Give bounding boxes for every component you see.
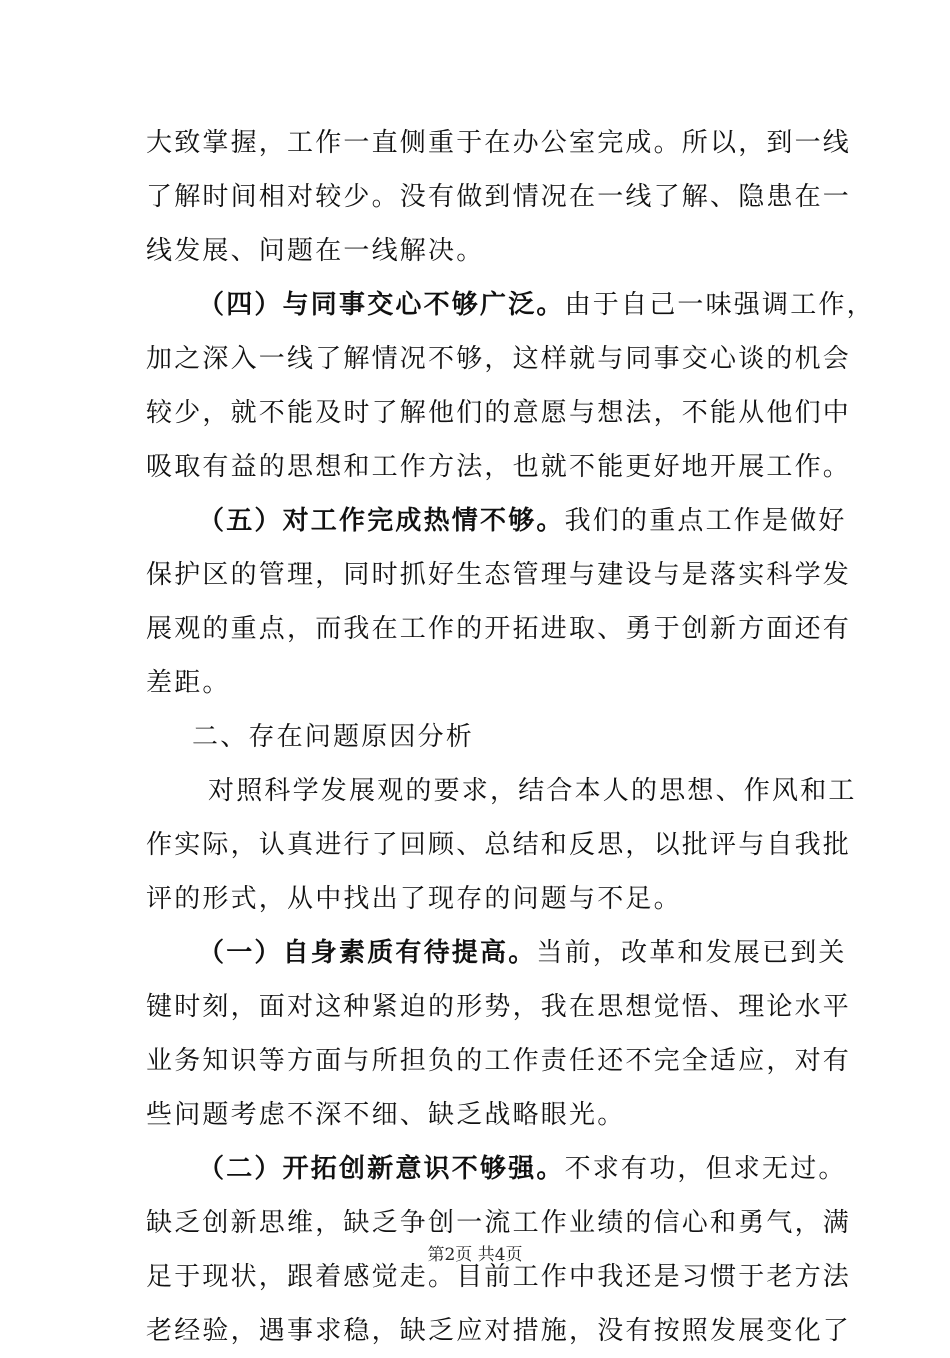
paragraph-one-line	[146, 926, 847, 980]
paragraph-four-line	[146, 278, 875, 332]
paragraph-five-line	[146, 494, 847, 548]
paragraph-two-title: （二）开拓创新意识不够强。	[198, 1154, 565, 1184]
text-line: 了解时间相对较少。没有做到情况在一线了解、隐患在一	[146, 182, 852, 212]
text-line: 老经验，遇事求稳，缺乏应对措施，没有按照发展变化了	[146, 1316, 852, 1346]
text-line: 线发展、问题在一线解决。	[146, 236, 485, 266]
text-line: 评的形式，从中找出了现存的问题与不足。	[146, 884, 682, 914]
paragraph-one-title: （一）自身素质有待提高。	[198, 938, 537, 968]
body-text	[146, 116, 875, 1358]
text-line: 对照科学发展观的要求，结合本人的思想、作风和工	[208, 776, 857, 806]
section-heading-text: 二、存在问题原因分析	[192, 722, 475, 752]
text-line: 些问题考虑不深不细、缺乏战略眼光。	[146, 1100, 626, 1130]
paragraph-four-text: 由于自己一味强调工作，	[564, 290, 875, 320]
section-heading	[146, 710, 816, 764]
paragraph-two-text: 不求有功，但求无过。	[564, 1154, 847, 1184]
paragraph-four-title: （四）与同事交心不够广泛。	[198, 290, 565, 320]
paragraph-one-text: 当前，改革和发展已到关	[536, 938, 847, 968]
text-line: 足于现状，跟着感觉走。目前工作中我还是习惯于老方法	[146, 1262, 852, 1292]
text-line: 作实际，认真进行了回顾、总结和反思，以批评与自我批	[146, 830, 852, 860]
text-line: 较少，就不能及时了解他们的意愿与想法，不能从他们中	[146, 398, 852, 428]
paragraph-five-text: 我们的重点工作是做好	[564, 506, 847, 536]
text-line: 键时刻，面对这种紧迫的形势，我在思想觉悟、理论水平	[146, 992, 852, 1022]
page-number-footer: 第2页 共4页	[427, 1245, 523, 1265]
text-line: 吸取有益的思想和工作方法，也就不能更好地开展工作。	[146, 452, 852, 482]
text-line: 缺乏创新思维，缺乏争创一流工作业绩的信心和勇气，满	[146, 1208, 852, 1238]
text-line: 保护区的管理，同时抓好生态管理与建设与是落实科学发	[146, 560, 852, 590]
text-line: 加之深入一线了解情况不够，这样就与同事交心谈的机会	[146, 344, 852, 374]
paragraph-two-line	[146, 1142, 847, 1196]
text-line: 展观的重点，而我在工作的开拓进取、勇于创新方面还有	[146, 614, 852, 644]
text-line: 大致掌握，工作一直侧重于在办公室完成。所以，到一线	[146, 128, 852, 158]
text-line: 业务知识等方面与所担负的工作责任还不完全适应，对有	[146, 1046, 852, 1076]
paragraph-five-title: （五）对工作完成热情不够。	[198, 506, 565, 536]
text-line: 差距。	[146, 668, 231, 698]
